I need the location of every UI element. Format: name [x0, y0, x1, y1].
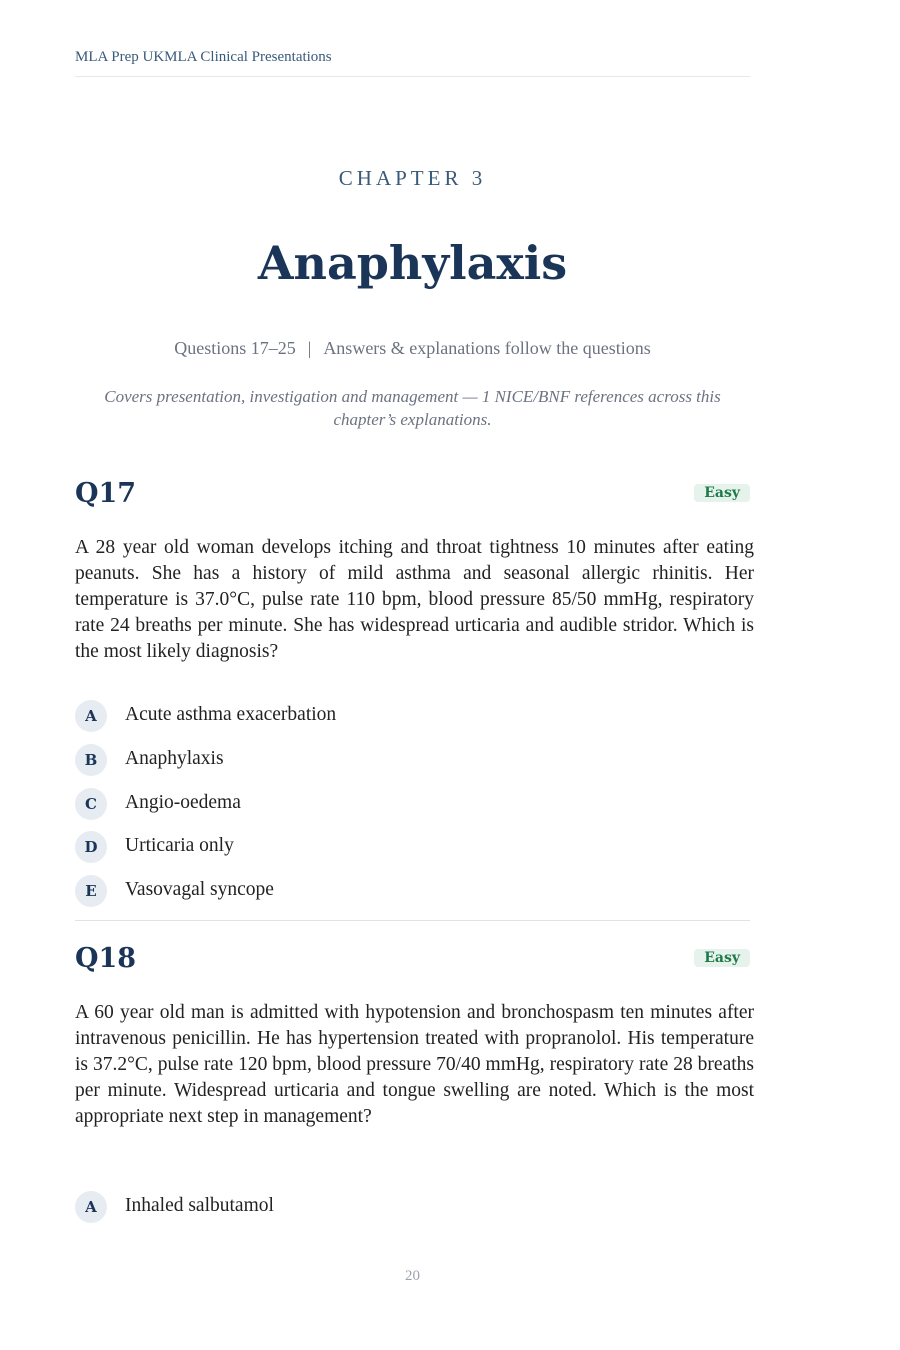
meta-separator: | [307, 338, 312, 358]
chapter-title: Anaphylaxis [257, 236, 568, 290]
question-number: Q18 [75, 943, 137, 974]
difficulty-badge: Easy [694, 949, 750, 967]
option-a[interactable] [75, 700, 675, 732]
option-c[interactable] [75, 788, 675, 820]
answers-note: Answers & explanations follow the questions [323, 338, 651, 358]
chapter-intro: Covers presentation, investigation and management — 1 NICE/BNF references across this chapter’s explanations. [104, 387, 721, 429]
option-letter: D [75, 831, 107, 863]
option-letter: C [75, 788, 107, 820]
question-stem: A 28 year old woman develops itching and throat tightness 10 minutes after eating peanuts. She has a history of mild asthma and seasonal allergic rhinitis. Her temperature is 37.0°C, pulse rate 110 bpm, blood pressure 85/50 mmHg, respiratory rate 24 breaths per minute. She has widespread urticaria and audible stridor. Which is the most likely diagnosis? [75, 537, 754, 662]
question-number: Q17 [75, 478, 137, 509]
questions-range: Questions 17–25 [174, 338, 296, 358]
question-header-q17 [75, 478, 750, 512]
option-text: Acute asthma exacerbation [125, 704, 337, 725]
option-b[interactable] [75, 744, 675, 776]
option-letter: E [75, 875, 107, 907]
option-d[interactable] [75, 831, 675, 863]
page-number: 20 [405, 1268, 420, 1284]
option-letter: A [75, 700, 107, 732]
option-text: Urticaria only [125, 835, 234, 856]
question-stem: A 60 year old man is admitted with hypotension and bronchospasm ten minutes after intravenous penicillin. He has hypertension treated with propranolol. His temperature is 37.2°C, pulse rate 120 bpm, blood pressure 70/40 mmHg, respiratory rate 28 breaths per minute. Widespread urticaria and tongue swelling are noted. Which is the most appropriate next step in management? [75, 1002, 754, 1127]
question-divider [75, 920, 750, 921]
option-text: Inhaled salbutamol [125, 1195, 274, 1216]
option-a[interactable] [75, 1191, 675, 1223]
option-text: Angio-oedema [125, 792, 241, 813]
question-header-q18 [75, 943, 750, 977]
chapter-meta [75, 338, 750, 359]
chapter-label: CHAPTER 3 [338, 166, 487, 190]
option-text: Vasovagal syncope [125, 879, 274, 900]
option-e[interactable] [75, 875, 675, 907]
difficulty-badge: Easy [694, 484, 750, 502]
option-letter: A [75, 1191, 107, 1223]
option-text: Anaphylaxis [125, 748, 224, 769]
running-header: MLA Prep UKMLA Clinical Presentations [75, 49, 750, 77]
option-letter: B [75, 744, 107, 776]
